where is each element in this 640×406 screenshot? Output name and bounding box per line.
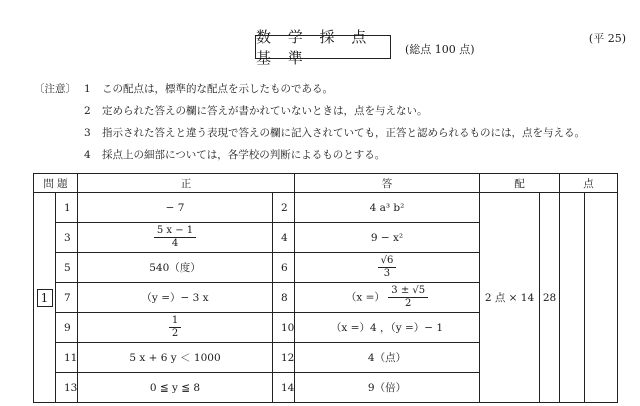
total-score: (総点 100 点) (405, 43, 475, 56)
answer-cell: 9 − x² (295, 223, 480, 253)
item-number: 4 (273, 223, 295, 253)
item-number: 9 (56, 313, 78, 343)
scoring-table (33, 173, 618, 403)
note-number: 3 (84, 127, 91, 139)
fraction (378, 255, 397, 280)
answer-cell: （y =）− 3 x (78, 283, 273, 313)
note-item (34, 122, 585, 144)
fraction (154, 225, 196, 250)
year-label: (平 25) (588, 32, 626, 45)
note-text: 指示された答えと違う表現で答えの欄に記入されていても，正答と認められるものには，点を与える。 (102, 127, 585, 139)
item-number: 12 (273, 343, 295, 373)
header-hai: 配 (480, 174, 560, 193)
answer-cell: 4 a³ b² (295, 193, 480, 223)
note-number: 2 (84, 105, 91, 117)
table-row (34, 193, 618, 223)
note-item (34, 100, 585, 122)
numerator: √6 (378, 255, 397, 268)
note-item (34, 144, 585, 166)
numerator: 5 x − 1 (154, 225, 196, 238)
blank-cell (585, 193, 618, 403)
answer-cell: 4（点） (295, 343, 480, 373)
note-item (34, 78, 585, 100)
item-number: 2 (273, 193, 295, 223)
item-number: 13 (56, 373, 78, 403)
note-number: 1 (84, 83, 91, 95)
item-number: 3 (56, 223, 78, 253)
blank-cell (560, 193, 585, 403)
answer-prefix: （x =） (345, 291, 385, 304)
answer-cell: 0 ≦ y ≦ 8 (78, 373, 273, 403)
question-number-cell (34, 193, 56, 403)
answer-cell: − 7 (78, 193, 273, 223)
note-number: 4 (84, 149, 91, 161)
answer-cell (295, 283, 480, 313)
notes-section (34, 78, 585, 166)
notes-label: 〔注意〕 (34, 83, 76, 95)
item-number: 6 (273, 253, 295, 283)
note-text: 採点上の細部については，各学校の判断によるものとする。 (102, 149, 386, 161)
item-number: 14 (273, 373, 295, 403)
fraction (169, 315, 181, 340)
note-text: この配点は，標準的な配点を示したものである。 (102, 83, 333, 95)
answer-cell: 9（倍） (295, 373, 480, 403)
denominator: 4 (171, 238, 179, 249)
denominator: 3 (383, 268, 391, 279)
item-number: 11 (56, 343, 78, 373)
numerator: 1 (169, 315, 181, 328)
denominator: 2 (171, 328, 179, 339)
header-kotae: 答 (295, 174, 480, 193)
answer-cell: 5 x + 6 y ＜ 1000 (78, 343, 273, 373)
item-number: 1 (56, 193, 78, 223)
page-title: 数 学 採 点 基 準 (255, 35, 391, 59)
points-cell: 2 点 × 14 (480, 193, 540, 403)
answer-cell (295, 253, 480, 283)
header-question: 問 題 (34, 174, 78, 193)
table-header-row (34, 174, 618, 193)
question-number: 1 (37, 289, 53, 307)
item-number: 5 (56, 253, 78, 283)
answer-cell (78, 313, 273, 343)
note-text: 定められた答えの欄に答えが書かれていないときは，点を与えない。 (102, 105, 428, 117)
denominator: 2 (405, 298, 412, 309)
subtotal-cell: 28 (540, 193, 560, 403)
item-number: 10 (273, 313, 295, 343)
answer-cell (78, 223, 273, 253)
header-ten: 点 (560, 174, 618, 193)
fraction (388, 285, 428, 310)
header-seido: 正 (78, 174, 295, 193)
item-number: 7 (56, 283, 78, 313)
item-number: 8 (273, 283, 295, 313)
answer-cell: 540（度） (78, 253, 273, 283)
numerator: 3 ± √5 (388, 285, 428, 298)
answer-cell: （x =）4 ，（y =）− 1 (295, 313, 480, 343)
